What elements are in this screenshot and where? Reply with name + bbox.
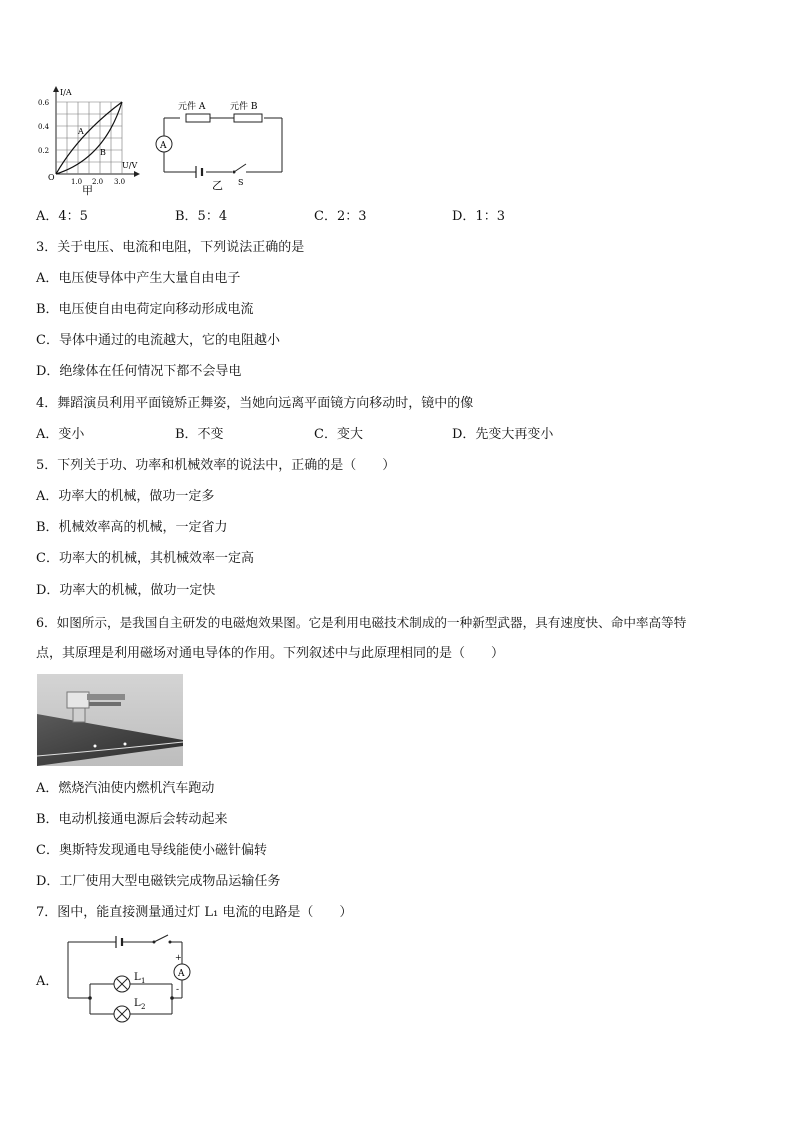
ammeter-plus: +	[175, 953, 182, 962]
railgun-image	[37, 674, 183, 766]
q6-stem-line1: 6．如图所示，是我国自主研发的电磁炮效果图。它是利用电磁技术制成的一种新型武器，具有速度快、命中率高等特	[36, 615, 687, 630]
q2-option-a: A．4：5	[36, 209, 88, 224]
lamp-l2-label: L	[134, 998, 141, 1009]
switch-icon	[154, 935, 168, 942]
q5-option-d: D．功率大的机械，做功一定快	[36, 583, 216, 598]
curve-a-label: A	[78, 127, 84, 136]
origin-label: O	[48, 173, 55, 182]
lamp-l1-label: L	[134, 972, 141, 983]
q3-option-a: A．电压使导体中产生大量自由电子	[36, 271, 241, 286]
q5-option-c: C．功率大的机械，其机械效率一定高	[36, 551, 254, 566]
figure-yi-circuit	[150, 96, 288, 192]
y-tick-0: 0.6	[38, 99, 50, 107]
q6-option-b: B．电动机接通电源后会转动起来	[36, 812, 228, 827]
q2-option-b: B．5：4	[175, 209, 228, 224]
switch-label: S	[238, 178, 244, 187]
curve-b-label: B	[100, 148, 106, 157]
y-tick-2: 0.2	[38, 147, 50, 155]
component-b-resistor	[234, 114, 262, 122]
q2-option-c: C．2：3	[314, 209, 367, 224]
q4-option-b: B．不变	[175, 427, 224, 442]
q2-option-d: D．1：3	[452, 209, 505, 224]
figure-jia-caption: 甲	[82, 184, 93, 196]
lamp-l2-icon	[114, 1006, 130, 1022]
q5-option-a: A．功率大的机械，做功一定多	[36, 489, 215, 504]
q6-stem-line2: 点，其原理是利用磁场对通电导体的作用。下列叙述中与此原理相同的是（ ）	[36, 646, 505, 661]
component-a-label: 元件 A	[178, 102, 206, 112]
component-a-resistor	[186, 114, 210, 122]
q5-stem: 5．下列关于功、功率和机械效率的说法中，正确的是（ ）	[36, 458, 396, 473]
q6-option-c: C．奥斯特发现通电导线能使小磁针偏转	[36, 843, 267, 858]
lamp-l1-subscript: 1	[141, 977, 146, 985]
q4-option-c: C．变大	[314, 427, 363, 442]
x-axis-label: U/V	[122, 161, 138, 170]
component-b-label: 元件 B	[230, 102, 258, 112]
x-tick-1: 2.0	[92, 178, 104, 186]
ammeter-minus: -	[176, 985, 180, 995]
figure-yi-caption: 乙	[212, 179, 223, 192]
x-tick-0: 1.0	[71, 178, 83, 186]
lamp-l2-subscript: 2	[141, 1003, 146, 1011]
lamp-l1-icon	[114, 976, 130, 992]
q7-circuit-a	[62, 930, 198, 1028]
figure-jia-iu-graph	[34, 84, 144, 196]
q4-option-d: D．先变大再变小	[452, 427, 554, 442]
ammeter-label: A	[178, 969, 185, 979]
q7-option-a-label: A．	[36, 974, 59, 989]
q3-option-c: C．导体中通过的电流越大，它的电阻越小	[36, 333, 280, 348]
q3-stem: 3．关于电压、电流和电阻，下列说法正确的是	[36, 240, 305, 255]
q6-option-a: A．燃烧汽油使内燃机汽车跑动	[36, 781, 215, 796]
q7-stem: 7．图中，能直接测量通过灯 L₁ 电流的电路是（ ）	[36, 905, 353, 920]
y-tick-1: 0.4	[38, 123, 50, 131]
q3-option-d: D．绝缘体在任何情况下都不会导电	[36, 364, 242, 379]
ammeter-label: A	[160, 141, 167, 151]
q5-option-b: B．机械效率高的机械，一定省力	[36, 520, 228, 535]
q4-stem: 4．舞蹈演员利用平面镜矫正舞姿，当她向远离平面镜方向移动时，镜中的像	[36, 396, 474, 411]
y-axis-label: I/A	[60, 88, 72, 97]
q4-option-a: A．变小	[36, 427, 85, 442]
q3-option-b: B．电压使自由电荷定向移动形成电流	[36, 302, 254, 317]
switch-icon	[234, 164, 246, 172]
x-tick-2: 3.0	[114, 178, 126, 186]
q6-option-d: D．工厂使用大型电磁铁完成物品运输任务	[36, 874, 281, 889]
